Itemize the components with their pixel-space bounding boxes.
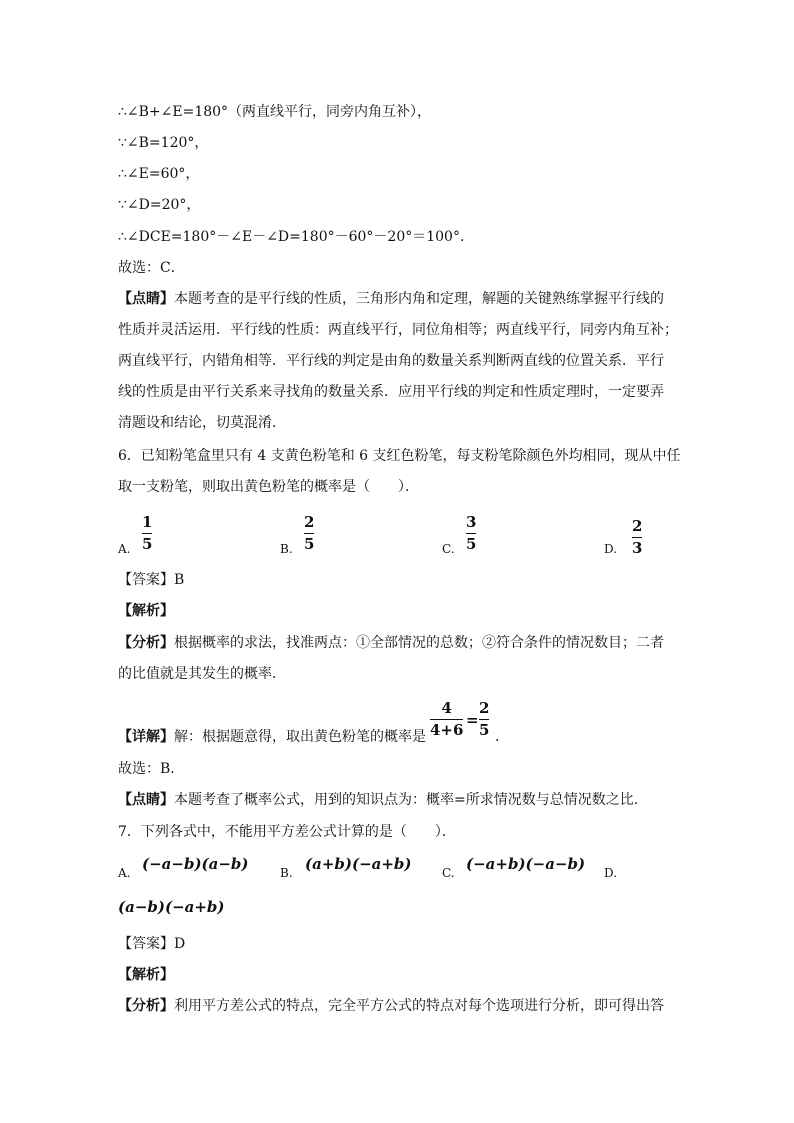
- step-line-3: ∴∠E=60°，: [118, 166, 200, 182]
- detail-left-fraction-bar: [430, 719, 463, 720]
- comment-line-c: 两直线平行，内错角相等．平行线的判定是由角的数量关系判断两直线的位置关系．平行: [118, 353, 664, 369]
- comment-6-text: 本题考查了概率公式，用到的知识点为：概率=所求情况数与总情况数之比．: [174, 792, 648, 808]
- step-line-4: ∵∠D=20°，: [118, 197, 201, 213]
- analysis-7-line: [118, 996, 664, 1016]
- option-6-c-fraction-bar: [466, 533, 476, 534]
- detail-6-period: ．: [495, 729, 509, 745]
- analysis-7-heading: 【解析】: [118, 967, 174, 983]
- detail-left-denominator: 4+6: [430, 721, 464, 739]
- detail-right-denominator: 5: [479, 721, 490, 739]
- analysis-7-text: 利用平方差公式的特点，完全平方公式的特点对每个选项进行分析，即可得出答: [174, 998, 664, 1014]
- step-line-1: ∴∠B+∠E=180°（两直线平行，同旁内角互补），: [118, 104, 432, 120]
- option-7-d-label: D.: [604, 866, 618, 880]
- detail-right-fraction-bar: [479, 719, 489, 720]
- option-6-c-numerator: 3: [466, 513, 477, 531]
- option-6-b-label: B.: [280, 542, 293, 556]
- option-6-d-numerator: 2: [632, 517, 643, 535]
- question-6-line-b: 取一支粉笔，则取出黄色粉笔的概率是（ ）．: [118, 479, 419, 495]
- analysis-6-line-a: [118, 633, 664, 653]
- comment-6-tag: 【点睛】: [118, 792, 174, 808]
- detail-left-numerator: 4: [441, 699, 452, 717]
- option-6-b-fraction: [304, 514, 314, 553]
- analysis-tag: 【分析】: [118, 635, 174, 651]
- option-6-c-fraction: [466, 514, 476, 553]
- answer-7: 【答案】D: [118, 936, 186, 952]
- option-6-d-label: D.: [604, 542, 618, 556]
- option-6-d-denominator: 3: [632, 539, 643, 557]
- analysis-6-heading: 【解析】: [118, 603, 174, 619]
- option-6-d-fraction-bar: [632, 537, 642, 538]
- option-6-a-fraction-bar: [142, 533, 152, 534]
- option-7-d-expression: (a−b)(−a+b): [118, 898, 225, 916]
- option-7-b-label: B.: [280, 866, 293, 880]
- detail-right-fraction: [479, 700, 489, 739]
- option-7-a-label: A.: [118, 866, 131, 880]
- detail-equals-sign: =: [466, 711, 479, 729]
- analysis-6-line-b: 的比值就是其发生的概率．: [118, 666, 286, 682]
- option-7-a-expression: (−a−b)(a−b): [142, 855, 249, 873]
- detail-left-fraction: [430, 700, 463, 739]
- option-6-a-numerator: 1: [142, 513, 153, 531]
- detail-text: 解：根据题意得，取出黄色粉笔的概率是: [174, 729, 426, 745]
- comment-6-line: [118, 790, 648, 810]
- detail-6-line: [118, 727, 426, 747]
- option-7-c-expression: (−a+b)(−a−b): [466, 855, 586, 873]
- comment-tag: 【点睛】: [118, 291, 174, 307]
- option-6-b-fraction-bar: [304, 533, 314, 534]
- detail-right-numerator: 2: [479, 699, 490, 717]
- option-7-b-expression: (a+b)(−a+b): [305, 855, 412, 873]
- option-6-b-denominator: 5: [304, 535, 315, 553]
- comment-line-b: 性质并灵活运用．平行线的性质：两直线平行，同位角相等；两直线平行，同旁内角互补；: [118, 322, 678, 338]
- comment-line-e: 清题设和结论，切莫混淆．: [118, 415, 286, 431]
- comment-line-d: 线的性质是由平行关系来寻找角的数量关系．应用平行线的判定和性质定理时，一定要弄: [118, 384, 664, 400]
- answer-6: 【答案】B: [118, 572, 185, 588]
- option-6-d-fraction: [632, 518, 642, 557]
- step-line-2: ∵∠B=120°，: [118, 135, 209, 151]
- option-6-a-denominator: 5: [142, 535, 153, 553]
- comment-paragraph-1: [118, 289, 664, 309]
- choice-6-line: 故选：B．: [118, 761, 185, 777]
- option-6-c-denominator: 5: [466, 535, 477, 553]
- option-6-a-label: A.: [118, 542, 131, 556]
- option-6-c-label: C.: [442, 542, 455, 556]
- option-6-b-numerator: 2: [304, 513, 315, 531]
- step-line-5: ∴∠DCE=180°－∠E－∠D=180°－60°－20°＝100°．: [118, 229, 474, 245]
- comment-text: 本题考查的是平行线的性质，三角形内角和定理，解题的关键熟练掌握平行线的: [174, 291, 664, 307]
- option-6-a-fraction: [142, 514, 152, 553]
- option-7-c-label: C.: [442, 866, 455, 880]
- question-7-line: 7．下列各式中，不能用平方差公式计算的是（ ）．: [118, 824, 456, 840]
- analysis-text: 根据概率的求法，找准两点：①全部情况的总数；②符合条件的情况数目；二者: [174, 635, 664, 651]
- question-6-line-a: 6．已知粉笔盒里只有 4 支黄色粉笔和 6 支红色粉笔，每支粉笔除颜色外均相同，现从中任: [118, 448, 681, 464]
- analysis-7-tag: 【分析】: [118, 998, 174, 1014]
- choice-line: 故选：C．: [118, 260, 185, 276]
- detail-tag: 【详解】: [118, 729, 174, 745]
